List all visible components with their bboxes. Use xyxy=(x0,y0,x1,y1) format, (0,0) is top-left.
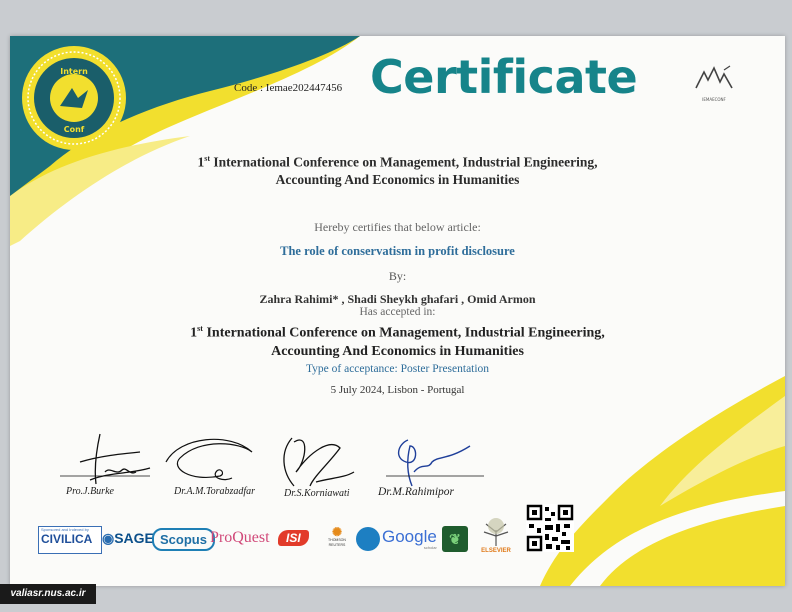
google-scholar-logo xyxy=(382,527,437,550)
conference-line1-2: International Conference on Management, Industrial Engineering, xyxy=(206,325,605,341)
conference-line2-2: Accounting And Economics in Humanities xyxy=(271,343,524,359)
google-text: Google xyxy=(382,527,437,546)
certificate-code: Code : Iemae202447456 xyxy=(234,82,343,94)
svg-text:Conf: Conf xyxy=(63,125,85,134)
signature-1-name: Pro.J.Burke xyxy=(66,486,114,497)
conference-name-top xyxy=(10,150,785,188)
thomson-reuters-text: THOMSON REUTERS xyxy=(328,538,346,547)
signature-1 xyxy=(50,432,160,502)
acceptance-type: Type of acceptance: Poster Presentation xyxy=(305,363,490,375)
authors: Zahra Rahimi* , Shadi Sheykh ghafari , Omid Armon xyxy=(259,292,536,306)
accepted-text: Has accepted in: xyxy=(359,306,436,318)
civilica-text: CIVILICA xyxy=(41,532,93,546)
elsevier-tree-icon xyxy=(476,518,516,546)
conference-line2: Accounting And Economics in Humanities xyxy=(275,171,520,187)
green-badge-icon xyxy=(442,526,468,552)
certifies-text: Hereby certifies that below article: xyxy=(314,220,481,234)
signature-4 xyxy=(378,432,488,502)
mountain-logo-icon xyxy=(694,64,734,92)
conference-ordinal: 1 xyxy=(197,154,205,170)
signature-2 xyxy=(160,432,260,502)
conference-name-bottom xyxy=(10,320,785,361)
signature-4-scribble xyxy=(378,432,488,488)
elsevier-text: ELSEVIER xyxy=(481,548,511,554)
organizer-logo-text: IEMAECONF xyxy=(702,97,726,102)
signature-2-name: Dr.A.M.Torabzadfar xyxy=(174,486,256,497)
scopus-logo: Scopus xyxy=(152,528,215,551)
svg-text:Intern: Intern xyxy=(60,67,88,76)
certificate-title: Certificate xyxy=(370,50,638,104)
website-footer-badge[interactable]: valiasr.nus.ac.ir xyxy=(0,584,96,604)
signature-3 xyxy=(270,432,360,502)
certificate xyxy=(10,36,785,586)
elsevier-logo xyxy=(474,518,518,554)
article-title: The role of conservatism in profit disclosure xyxy=(280,244,515,258)
signature-3-name: Dr.S.Korniawati xyxy=(284,488,350,499)
thomson-reuters-icon: ✺ xyxy=(331,525,343,539)
conference-seal xyxy=(20,44,128,152)
sage-logo: ◉SAGE xyxy=(102,530,154,546)
leaf-icon: ❦ xyxy=(449,531,461,547)
circle-badge-icon xyxy=(356,527,380,551)
conference-ordinal-sup-2: st xyxy=(197,324,203,333)
civilica-small-text: Sponsored and Indexed by xyxy=(41,527,89,532)
signature-3-scribble xyxy=(270,432,360,492)
signature-2-scribble xyxy=(160,432,260,488)
signature-1-scribble xyxy=(50,432,160,488)
by-label: By: xyxy=(388,269,407,283)
date-location: 5 July 2024, Lisbon - Portugal xyxy=(330,384,465,396)
sage-text: SAGE xyxy=(114,530,154,546)
sponsor-logos xyxy=(38,524,578,556)
proquest-logo: ProQuest xyxy=(210,529,270,546)
isi-logo: ISI xyxy=(278,530,309,546)
conference-line1: International Conference on Management, Industrial Engineering, xyxy=(213,154,598,170)
conference-ordinal-2: 1 xyxy=(190,325,198,341)
qr-code-icon[interactable] xyxy=(526,504,574,552)
google-scholar-subtext: scholar xyxy=(423,545,437,550)
signature-4-name: Dr.M.Rahimipor xyxy=(378,486,455,498)
thomson-reuters-logo xyxy=(322,526,352,548)
organizer-logo xyxy=(692,64,736,102)
civilica-logo xyxy=(38,526,102,554)
conference-ordinal-sup: st xyxy=(204,154,211,163)
